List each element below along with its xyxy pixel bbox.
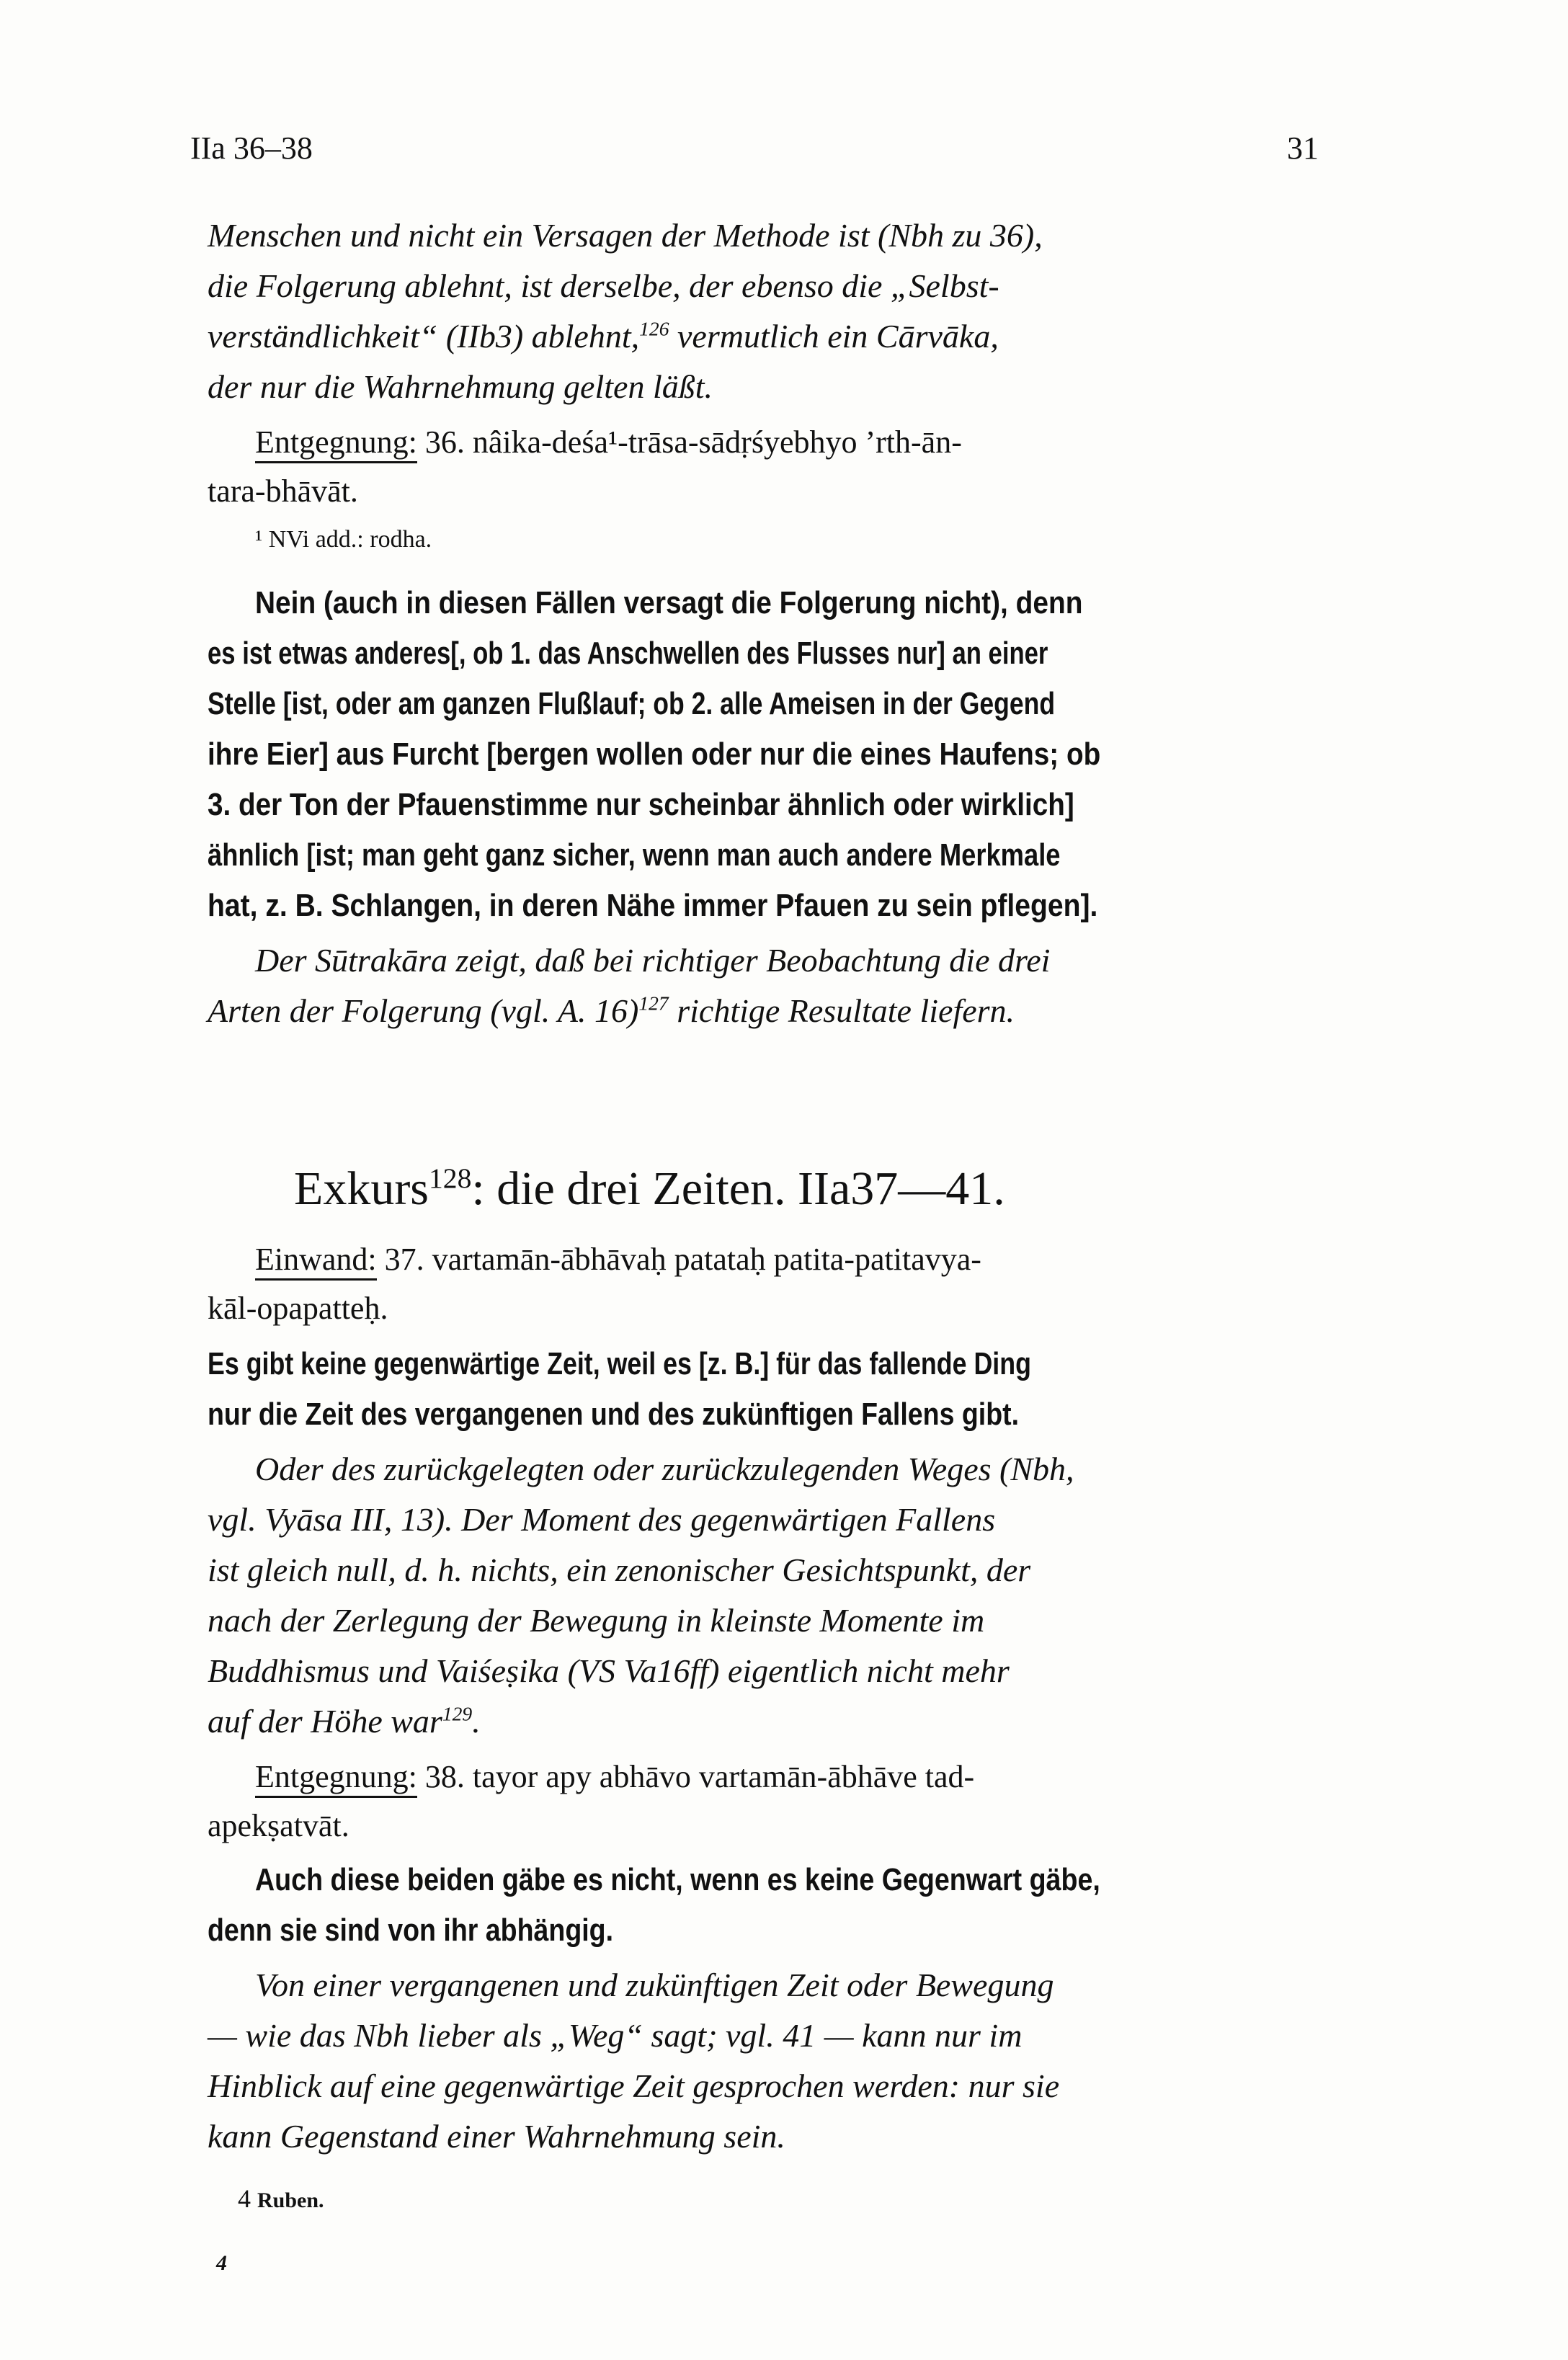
signature-name: Ruben.	[257, 2188, 324, 2212]
section-label: Entgegnung:	[255, 424, 417, 463]
sutra-line: tara-bhāvāt.	[208, 473, 358, 509]
text-line: Der Sūtrakāra zeigt, daß bei richtiger Beobachtung die drei	[255, 942, 1051, 979]
text-fragment: .	[472, 1703, 481, 1740]
text-line: Buddhismus und Vaiśeṣika (VS Va16ff) eigentlich nicht mehr	[208, 1652, 1010, 1689]
text-line	[208, 317, 999, 355]
translation-line: 3. der Ton der Pfauenstimme nur scheinbar ähnlich oder wirklich]	[208, 787, 1074, 822]
sutra-line: kāl-opapatteḥ.	[208, 1291, 388, 1326]
signature-mark	[238, 2183, 324, 2214]
translation-line: Auch diese beiden gäbe es nicht, wenn es keine Gegenwart gäbe,	[255, 1862, 1100, 1897]
text-fragment: verständlichkeit“ (IIb3) ablehnt,	[208, 318, 640, 355]
heading-part: Exkurs	[294, 1162, 429, 1215]
text-line: ist gleich null, d. h. nichts, ein zenonischer Gesichtspunkt, der	[208, 1551, 1031, 1588]
heading-part: : die drei Zeiten. IIa37—41.	[471, 1162, 1005, 1215]
sutra-line	[255, 1241, 981, 1278]
note-ref: 126	[639, 317, 669, 340]
text-line: die Folgerung ablehnt, ist derselbe, der ebenso die „Selbst-	[208, 267, 999, 304]
sutra-line	[255, 1758, 974, 1795]
sheet-mark: 4	[216, 2251, 227, 2275]
section-label: Entgegnung:	[255, 1759, 417, 1798]
footnote: ¹ NVi add.: rodha.	[255, 526, 432, 553]
translation-line: hat, z. B. Schlangen, in deren Nähe immer Pfauen zu sein pflegen].	[208, 888, 1098, 923]
sutra-line: apekṣatvāt.	[208, 1808, 349, 1843]
translation-line: Es gibt keine gegenwärtige Zeit, weil es [z. B.] für das fallende Ding	[208, 1346, 1031, 1381]
section-heading	[294, 1162, 1005, 1216]
text-line	[208, 1702, 481, 1740]
text-fragment: auf der Höhe war	[208, 1703, 442, 1740]
text-line: Von einer vergangenen und zukünftigen Zeit oder Bewegung	[255, 1967, 1054, 2003]
translation-line: es ist etwas anderes[, ob 1. das Anschwellen des Flusses nur] an einer	[208, 636, 1048, 671]
translation-line: ihre Eier] aus Furcht [bergen wollen oder nur die eines Haufens; ob	[208, 736, 1101, 772]
text-line: kann Gegenstand einer Wahrnehmung sein.	[208, 2118, 785, 2155]
translation-line: denn sie sind von ihr abhängig.	[208, 1913, 614, 1948]
text-fragment: richtige Resultate liefern.	[668, 992, 1015, 1029]
translation-line: ähnlich [ist; man geht ganz sicher, wenn man auch andere Merkmale	[208, 837, 1061, 873]
text-line: Hinblick auf eine gegenwärtige Zeit gesprochen werden: nur sie	[208, 2067, 1060, 2104]
text-fragment: vermutlich ein Cārvāka,	[669, 318, 999, 355]
text-line: der nur die Wahrnehmung gelten läßt.	[208, 368, 713, 405]
text-line: Menschen und nicht ein Versagen der Methode ist (Nbh zu 36),	[208, 217, 1043, 254]
translation-line: Stelle [ist, oder am ganzen Flußlauf; ob 2. alle Ameisen in der Gegend	[208, 686, 1056, 721]
note-ref: 128	[428, 1162, 472, 1194]
sutra-line	[255, 424, 962, 460]
text-fragment: Arten der Folgerung (vgl. A. 16)	[208, 992, 639, 1029]
text-line: vgl. Vyāsa III, 13). Der Moment des gegenwärtigen Fallens	[208, 1501, 996, 1538]
translation-line: Nein (auch in diesen Fällen versagt die Folgerung nicht), denn	[255, 585, 1083, 620]
sutra-text: 38. tayor apy abhāvo vartamān-ābhāve tad-	[416, 1759, 975, 1794]
running-head: IIa 36–38	[190, 130, 313, 166]
page-number: 31	[1287, 130, 1319, 166]
text-line: — wie das Nbh lieber als „Weg“ sagt; vgl. 41 — kann nur im	[208, 2017, 1023, 2054]
sutra-text: 37. vartamān-ābhāvaḥ patataḥ patita-patitavya-	[376, 1242, 981, 1277]
section-label: Einwand:	[255, 1242, 377, 1281]
note-ref: 127	[638, 992, 669, 1015]
text-line: nach der Zerlegung der Bewegung in kleinste Momente im	[208, 1602, 985, 1639]
sutra-text: 36. nâika-deśa¹-trāsa-sādṛśyebhyo ’rth-ān-	[416, 424, 962, 460]
note-ref: 129	[442, 1702, 473, 1725]
translation-line: nur die Zeit des vergangenen und des zukünftigen Fallens gibt.	[208, 1397, 1020, 1432]
text-line	[208, 992, 1015, 1030]
text-line: Oder des zurückgelegten oder zurückzulegenden Weges (Nbh,	[255, 1451, 1074, 1487]
signature-number: 4	[238, 2184, 251, 2213]
